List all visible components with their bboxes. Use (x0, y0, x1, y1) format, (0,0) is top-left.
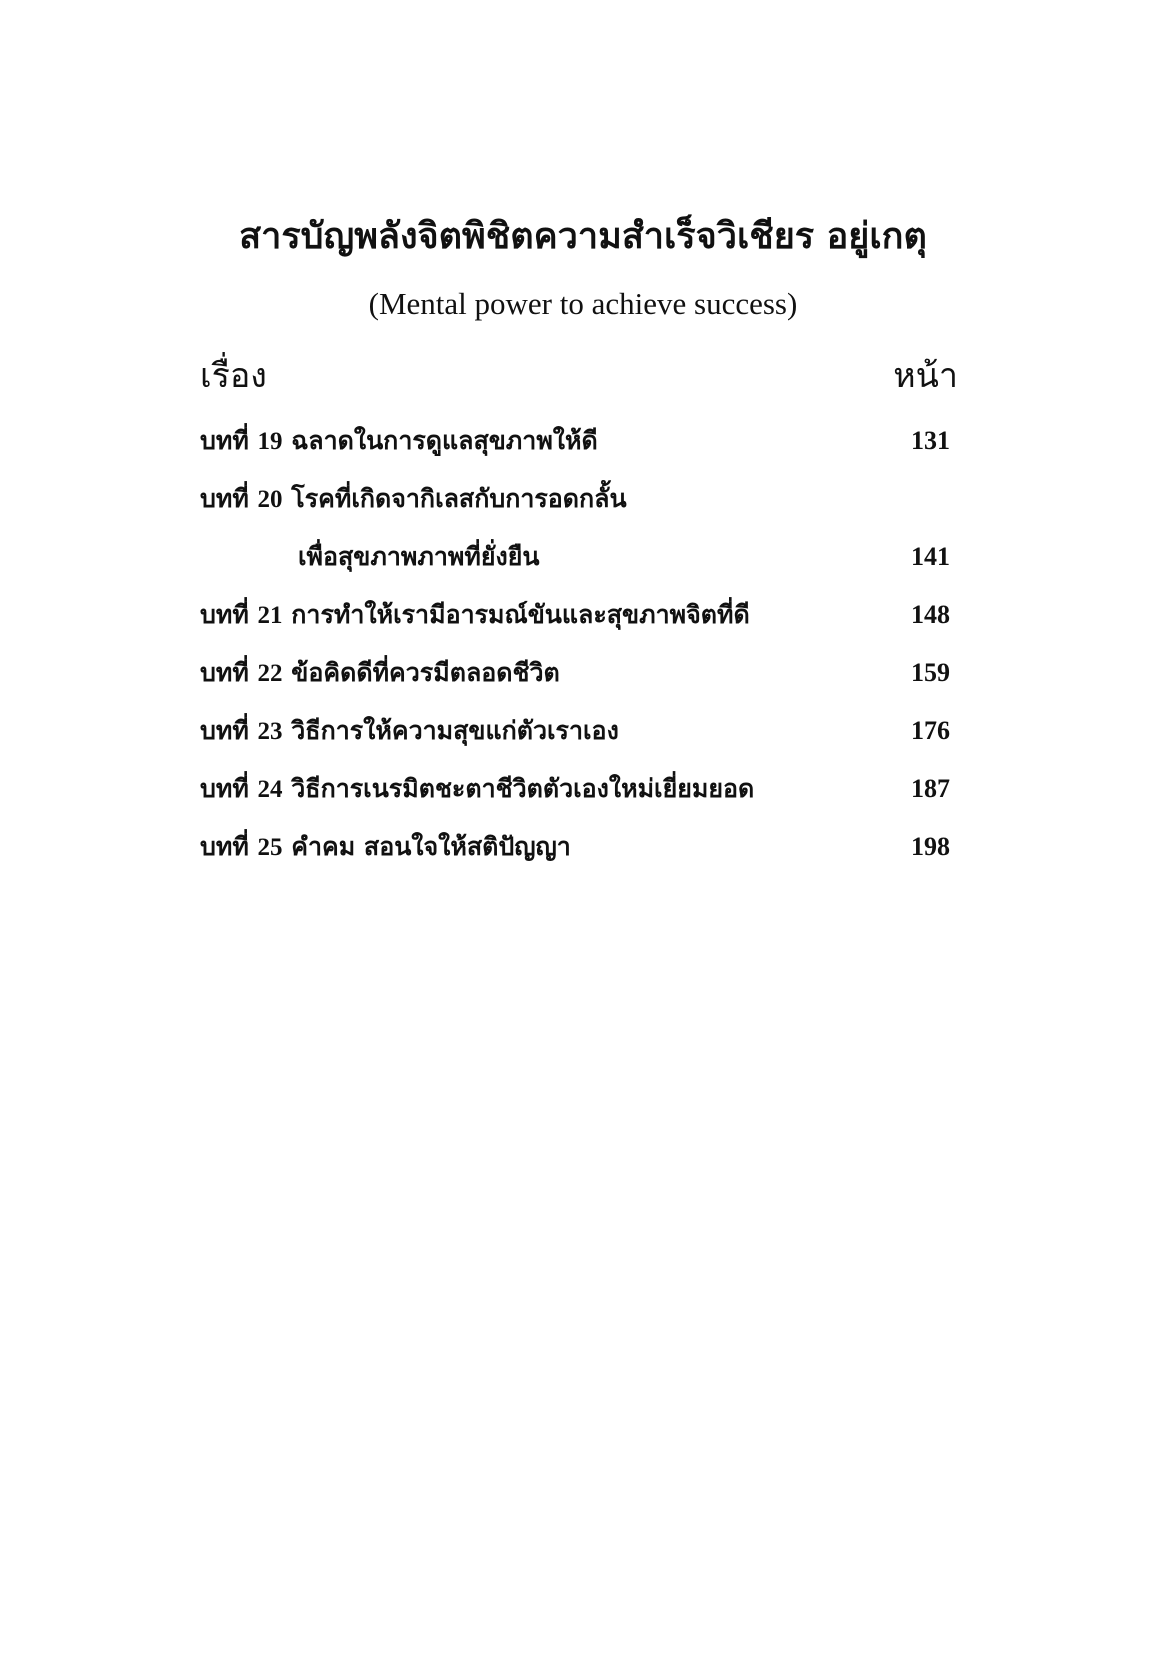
toc-entry (200, 760, 950, 818)
chapter-prefix: บทที่ (200, 484, 249, 513)
chapter-title: การทำให้เรามีอารมณ์ขันและสุขภาพจิตที่ดี (291, 600, 750, 629)
toc-entry-page: 159 (911, 658, 950, 687)
toc-header-topic: เรื่อง (200, 356, 267, 396)
chapter-number: 22 (257, 660, 283, 687)
toc-entry (200, 702, 950, 760)
toc-entry-continuation (200, 528, 950, 586)
chapter-number: 25 (257, 834, 283, 861)
chapter-number: 23 (257, 718, 283, 745)
chapter-title: เพื่อสุขภาพภาพที่ยั่งยืน (298, 542, 540, 571)
toc-entry (200, 586, 950, 644)
toc-entry-page: 187 (911, 774, 950, 803)
chapter-number: 21 (257, 602, 283, 629)
chapter-prefix: บทที่ (200, 658, 249, 687)
toc-entry (200, 412, 950, 470)
table-of-contents (200, 412, 950, 876)
toc-entry-title (200, 412, 598, 471)
chapter-prefix: บทที่ (200, 832, 249, 861)
toc-entry-title (200, 760, 754, 819)
chapter-prefix: บทที่ (200, 426, 249, 455)
toc-entry (200, 644, 950, 702)
document-title: สารบัญพลังจิตพิชิตความสำเร็จวิเชียร อยู่เกตุ (239, 215, 927, 257)
toc-entry-title (298, 528, 539, 586)
toc-header-page: หน้า (893, 356, 958, 396)
toc-entry-page: 176 (911, 716, 950, 745)
chapter-title: คำคม สอนใจให้สติปัญญา (291, 832, 571, 861)
chapter-title: วิธีการให้ความสุขแก่ตัวเราเอง (291, 716, 619, 745)
chapter-title: ฉลาดในการดูแลสุขภาพให้ดี (291, 426, 598, 455)
toc-entry-page: 148 (911, 600, 950, 629)
chapter-title: ข้อคิดดีที่ควรมีตลอดชีวิต (291, 658, 560, 687)
toc-entry-title (200, 818, 571, 877)
chapter-number: 20 (257, 486, 283, 513)
chapter-title: โรคที่เกิดจากิเลสกับการอดกลั้น (291, 484, 627, 513)
document-subtitle: (Mental power to achieve success) (368, 286, 798, 321)
toc-entry-title (200, 644, 560, 703)
toc-entry-page: 131 (911, 426, 950, 455)
chapter-number: 19 (257, 428, 283, 455)
toc-entry-page: 141 (911, 542, 950, 571)
chapter-prefix: บทที่ (200, 716, 249, 745)
toc-entry-title (200, 470, 627, 529)
toc-header (200, 350, 958, 402)
toc-entry-title (200, 702, 619, 761)
chapter-prefix: บทที่ (200, 774, 249, 803)
chapter-prefix: บทที่ (200, 600, 249, 629)
chapter-title: วิธีการเนรมิตชะตาชีวิตตัวเองใหม่เยี่ยมยอด (291, 774, 755, 803)
toc-entry-page: 198 (911, 832, 950, 861)
toc-entry (200, 818, 950, 876)
chapter-number: 24 (257, 776, 283, 803)
toc-entry (200, 470, 950, 528)
toc-entry-title (200, 586, 750, 645)
